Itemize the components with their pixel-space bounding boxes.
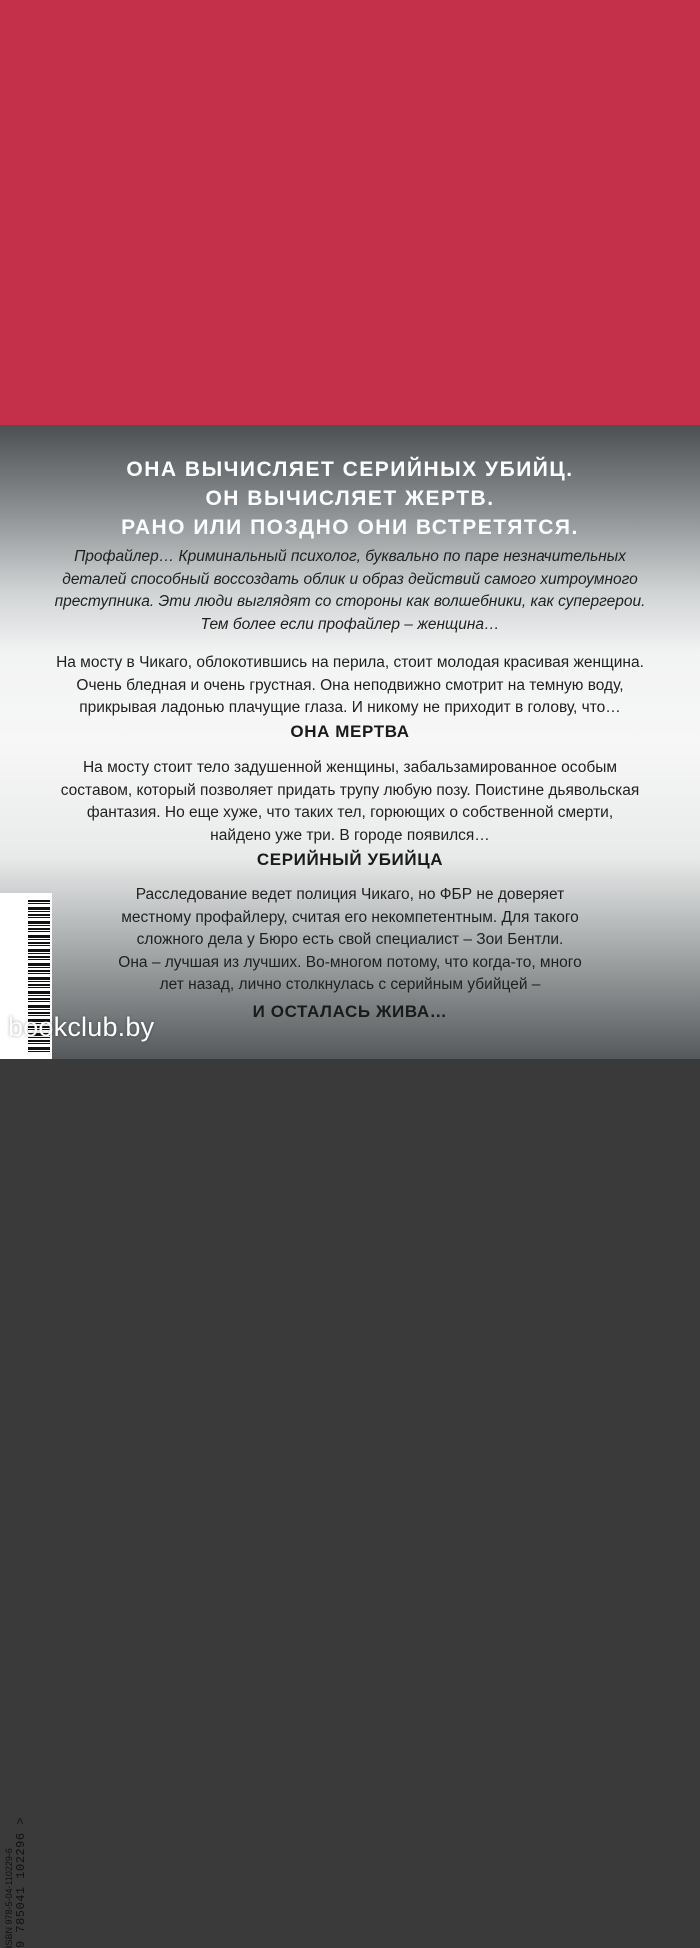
barcode-digits: 9 785041 102296 > bbox=[14, 1817, 28, 1948]
headline bbox=[0, 455, 700, 542]
intro-line: Профайлер… Криминальный психолог, буквально по паре незначительных bbox=[74, 548, 626, 565]
kicker-dead: ОНА МЕРТВА bbox=[290, 722, 410, 741]
paragraph-line: лет назад, лично столкнулась с серийным убийцей – bbox=[159, 976, 541, 994]
kicker-serial-killer: СЕРИЙНЫЙ УБИЙЦА bbox=[256, 850, 444, 869]
paragraph-3 bbox=[40, 884, 660, 997]
paragraph-line: прикрывая ладонью плачущие глаза. И никому не приходит в голову, что… bbox=[79, 699, 621, 717]
headline-line-2: ОН ВЫЧИСЛЯЕТ ЖЕРТВ. bbox=[205, 487, 495, 510]
paragraph-line: найдено уже три. В городе появился… bbox=[210, 826, 490, 844]
intro-line: Тем более если профайлер – женщина… bbox=[200, 615, 500, 633]
kicker-survived: И ОСТАЛАСЬ ЖИВА… bbox=[252, 1002, 448, 1021]
paragraph-1 bbox=[40, 652, 660, 720]
paragraph-line: Она – лучшая из лучших. Во-многом потому, что когда-то, много bbox=[118, 953, 582, 971]
headline-line-1: ОНА ВЫЧИСЛЯЕТ СЕРИЙНЫХ УБИЙЦ. bbox=[126, 458, 574, 481]
paragraph-2 bbox=[40, 757, 660, 847]
paragraph-line: Очень бледная и очень грустная. Она неподвижно смотрит на темную воду, bbox=[76, 676, 624, 694]
paragraph-line: Расследование ведет полиция Чикаго, но ФБР не доверяет bbox=[135, 886, 565, 903]
headline-line-3: РАНО ИЛИ ПОЗДНО ОНИ ВСТРЕТЯТСЯ. bbox=[121, 516, 579, 539]
intro-line: преступника. Эти люди выглядят со стороны как волшебники, как супергерои. bbox=[54, 593, 646, 611]
paragraph-line: На мосту в Чикаго, облокотившись на перила, стоит молодая красивая женщина. bbox=[56, 654, 644, 671]
watermark: bookclub.by bbox=[8, 1012, 155, 1042]
isbn-text: ISBN 978-5-04-110229-6 bbox=[4, 1848, 14, 1948]
paragraph-line: сложного дела у Бюро есть свой специалист – Зои Бентли. bbox=[136, 931, 564, 949]
intro-line: деталей способный воссоздать облик и образ действий самого хитроумного bbox=[62, 570, 638, 588]
intro-paragraph bbox=[40, 546, 660, 636]
paragraph-line: составом, который позволяет придать трупу любую позу. Поистине дьявольская bbox=[60, 781, 640, 799]
red-panel bbox=[0, 0, 700, 425]
paragraph-line: фантазия. Но еще хуже, что таких тел, горюющих о собственной смерти, bbox=[86, 804, 614, 822]
paragraph-line: местному профайлеру, считая его некомпетентным. Для такого bbox=[121, 908, 579, 926]
paragraph-line: На мосту стоит тело задушенной женщины, забальзамированное особым bbox=[82, 759, 618, 776]
